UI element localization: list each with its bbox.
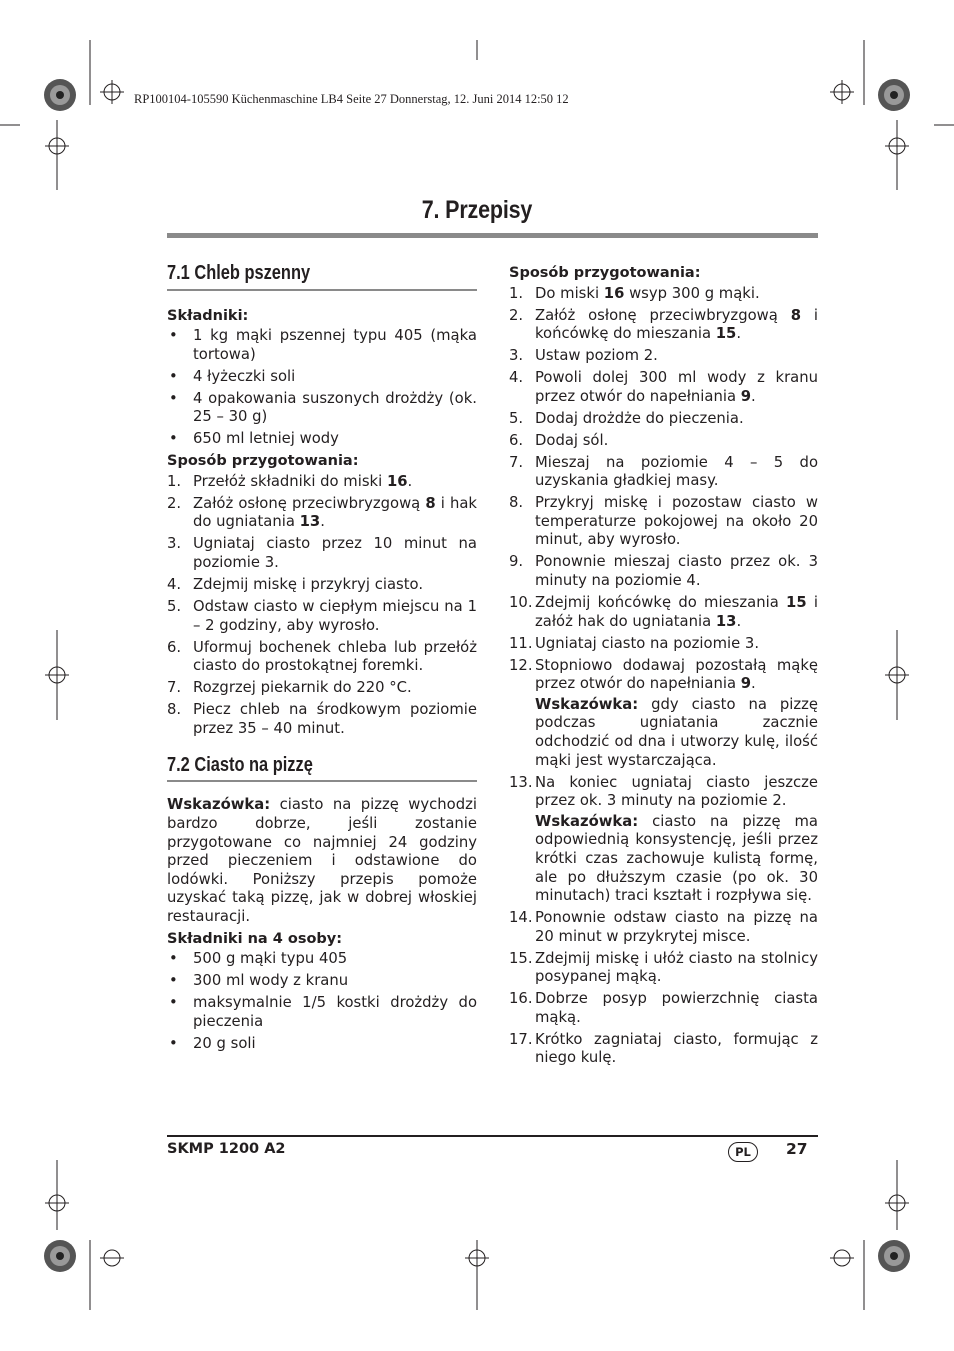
list-item: • 4 opakowania suszonych drożdży (ok. 25 – 30 g) (167, 390, 477, 427)
list-item: 5. Dodaj drożdże do pieczenia. (509, 409, 744, 427)
list-item: 4. Zdejmij miskę i przykryj ciasto. (167, 576, 424, 594)
list-item: 17. Krótko zagniataj ciasto, formując z niego kulę. (509, 1030, 818, 1067)
list-item: 16. Dobrze posyp powierzchnię ciasta mąką. (509, 990, 818, 1026)
footer-model: SKMP 1200 A2 (167, 1141, 286, 1157)
list-item: • 4 łyżeczki soli (167, 368, 477, 387)
right-column (509, 264, 818, 1071)
list-item: 15. Zdejmij miskę i ułóż ciasto na stolnicy posypanej mąką. (509, 949, 818, 986)
list-item: 9. Ponownie mieszaj ciasto przez ok. 3 minuty na poziomie 4. (509, 553, 818, 590)
title-rule (167, 233, 818, 238)
list-item: • 1 kg mąki pszennej typu 405 (mąka tortowa) (167, 327, 477, 364)
page-number: 27 (786, 1140, 808, 1158)
step-hint: Wskazówka: gdy ciasto na pizzę podczas ugniatania zacznie odchodzić od dna i utworzy kulę, ilość mąki jest wystarczająca. (535, 695, 818, 769)
language-badge: PL (728, 1142, 758, 1162)
list-item: 2. Załóż osłonę przeciwbryzgową 8 i końcówkę do mieszania 15. (509, 306, 818, 343)
list-item: 4. Powoli dolej 300 ml wody z kranu przez otwór do napełniania 9. (509, 369, 818, 405)
list-item: 6. Dodaj sól. (509, 431, 609, 449)
left-column (167, 264, 477, 1057)
list-item: 11. Ugniataj ciasto na poziomie 3. (509, 634, 760, 652)
list-item: 10. Zdejmij końcówkę do mieszania 15 i załóż hak do ugniatania 13. (509, 594, 818, 630)
list-item: 7. Mieszaj na poziomie 4 – 5 do uzyskania gładkiej masy. (509, 453, 818, 490)
method-label: Sposób przygotowania: (167, 453, 359, 470)
list-item: 3. Ustaw poziom 2. (509, 347, 658, 365)
list-item: 5. Odstaw ciasto w ciepłym miejscu na 1 – 2 godziny, aby wyrosło. (167, 598, 477, 634)
bread-ingredients-list (167, 327, 477, 449)
step-hint: Wskazówka: ciasto na pizzę ma odpowiednią konsystencję, jeśli przez krótki czas zachowuje kulistą formę, ale po dłuższym czasie (po ok. 30 minutach) traci kształt i rozpływa się. (535, 812, 818, 905)
footer-rule (167, 1135, 818, 1137)
list-item: 12. Stopniowo dodawaj pozostałą mąkę przez otwór do napełniania 9. Wskazówka: gdy ciasto na pizzę podczas ugniatania zacznie odchodzić od dna i utworzy kulę, ilość mąki jest wystarczająca. (509, 656, 818, 769)
list-item: 8. Piecz chleb na środkowym poziomie przez 35 – 40 minut. (167, 701, 477, 737)
page-title: 7. Przepisy (421, 196, 533, 224)
list-item: • 650 ml letniej wody (167, 430, 477, 449)
list-item: 2. Załóż osłonę przeciwbryzgową 8 i hak do ugniatania 13. (167, 494, 477, 531)
list-item: • maksymalnie 1/5 kostki drożdży do pieczenia (167, 994, 477, 1031)
bread-steps-list (167, 473, 477, 738)
section-heading-bread: 7.1 Chleb pszenny (167, 262, 311, 284)
print-header-line: RP100104-105590 Küchenmaschine LB4 Seite 27 Donnerstag, 12. Juni 2014 12:50 12 (134, 92, 569, 106)
ingredients-label: Składniki na 4 osoby: (167, 930, 343, 947)
method-label: Sposób przygotowania: (509, 265, 701, 281)
list-item: • 500 g mąki typu 405 (167, 950, 477, 969)
list-item: 8. Przykryj miskę i pozostaw ciasto w temperaturze pokojowej na około 20 minut, aby wyrosło. (509, 494, 818, 549)
list-item: 13. Na koniec ugniataj ciasto jeszcze przez ok. 3 minuty na poziomie 2. Wskazówka: ciasto na pizzę ma odpowiednią konsystencję, jeśli przez krótki czas zachowuje kulistą formę, ale po dłuższym czasie (po ok. 30 minutach) traci kształt i rozpływa się. (509, 773, 818, 905)
list-item: • 300 ml wody z kranu (167, 972, 477, 991)
list-item: 3. Ugniataj ciasto przez 10 minut na poziomie 3. (167, 535, 477, 572)
pizza-hint: Wskazówka: ciasto na pizzę wychodzi bardzo dobrze, jeśli zostanie przygotowane co najmniej 24 godziny przed pieczeniem i odstawione do lodówki. Poniższy przepis pomoże uzyskać taką pizzę, jak w dobrej włoskiej restauracji. (167, 796, 477, 925)
section-heading-pizza: 7.2 Ciasto na pizzę (167, 753, 313, 776)
list-item: 14. Ponownie odstaw ciasto na pizzę na 20 minut w przykrytej misce. (509, 909, 818, 945)
pizza-steps-list (509, 285, 818, 1068)
list-item: • 20 g soli (167, 1035, 477, 1054)
list-item: 7. Rozgrzej piekarnik do 220 °C. (167, 679, 412, 697)
ingredients-label: Składniki: (167, 307, 249, 324)
pizza-ingredients-list (167, 950, 477, 1053)
list-item: 6. Uformuj bochenek chleba lub przełóż ciasto do prostokątnej foremki. (167, 638, 477, 675)
list-item: 1. Przełóż składniki do miski 16. (167, 472, 413, 490)
list-item: 1. Do miski 16 wsyp 300 g mąki. (509, 284, 760, 302)
